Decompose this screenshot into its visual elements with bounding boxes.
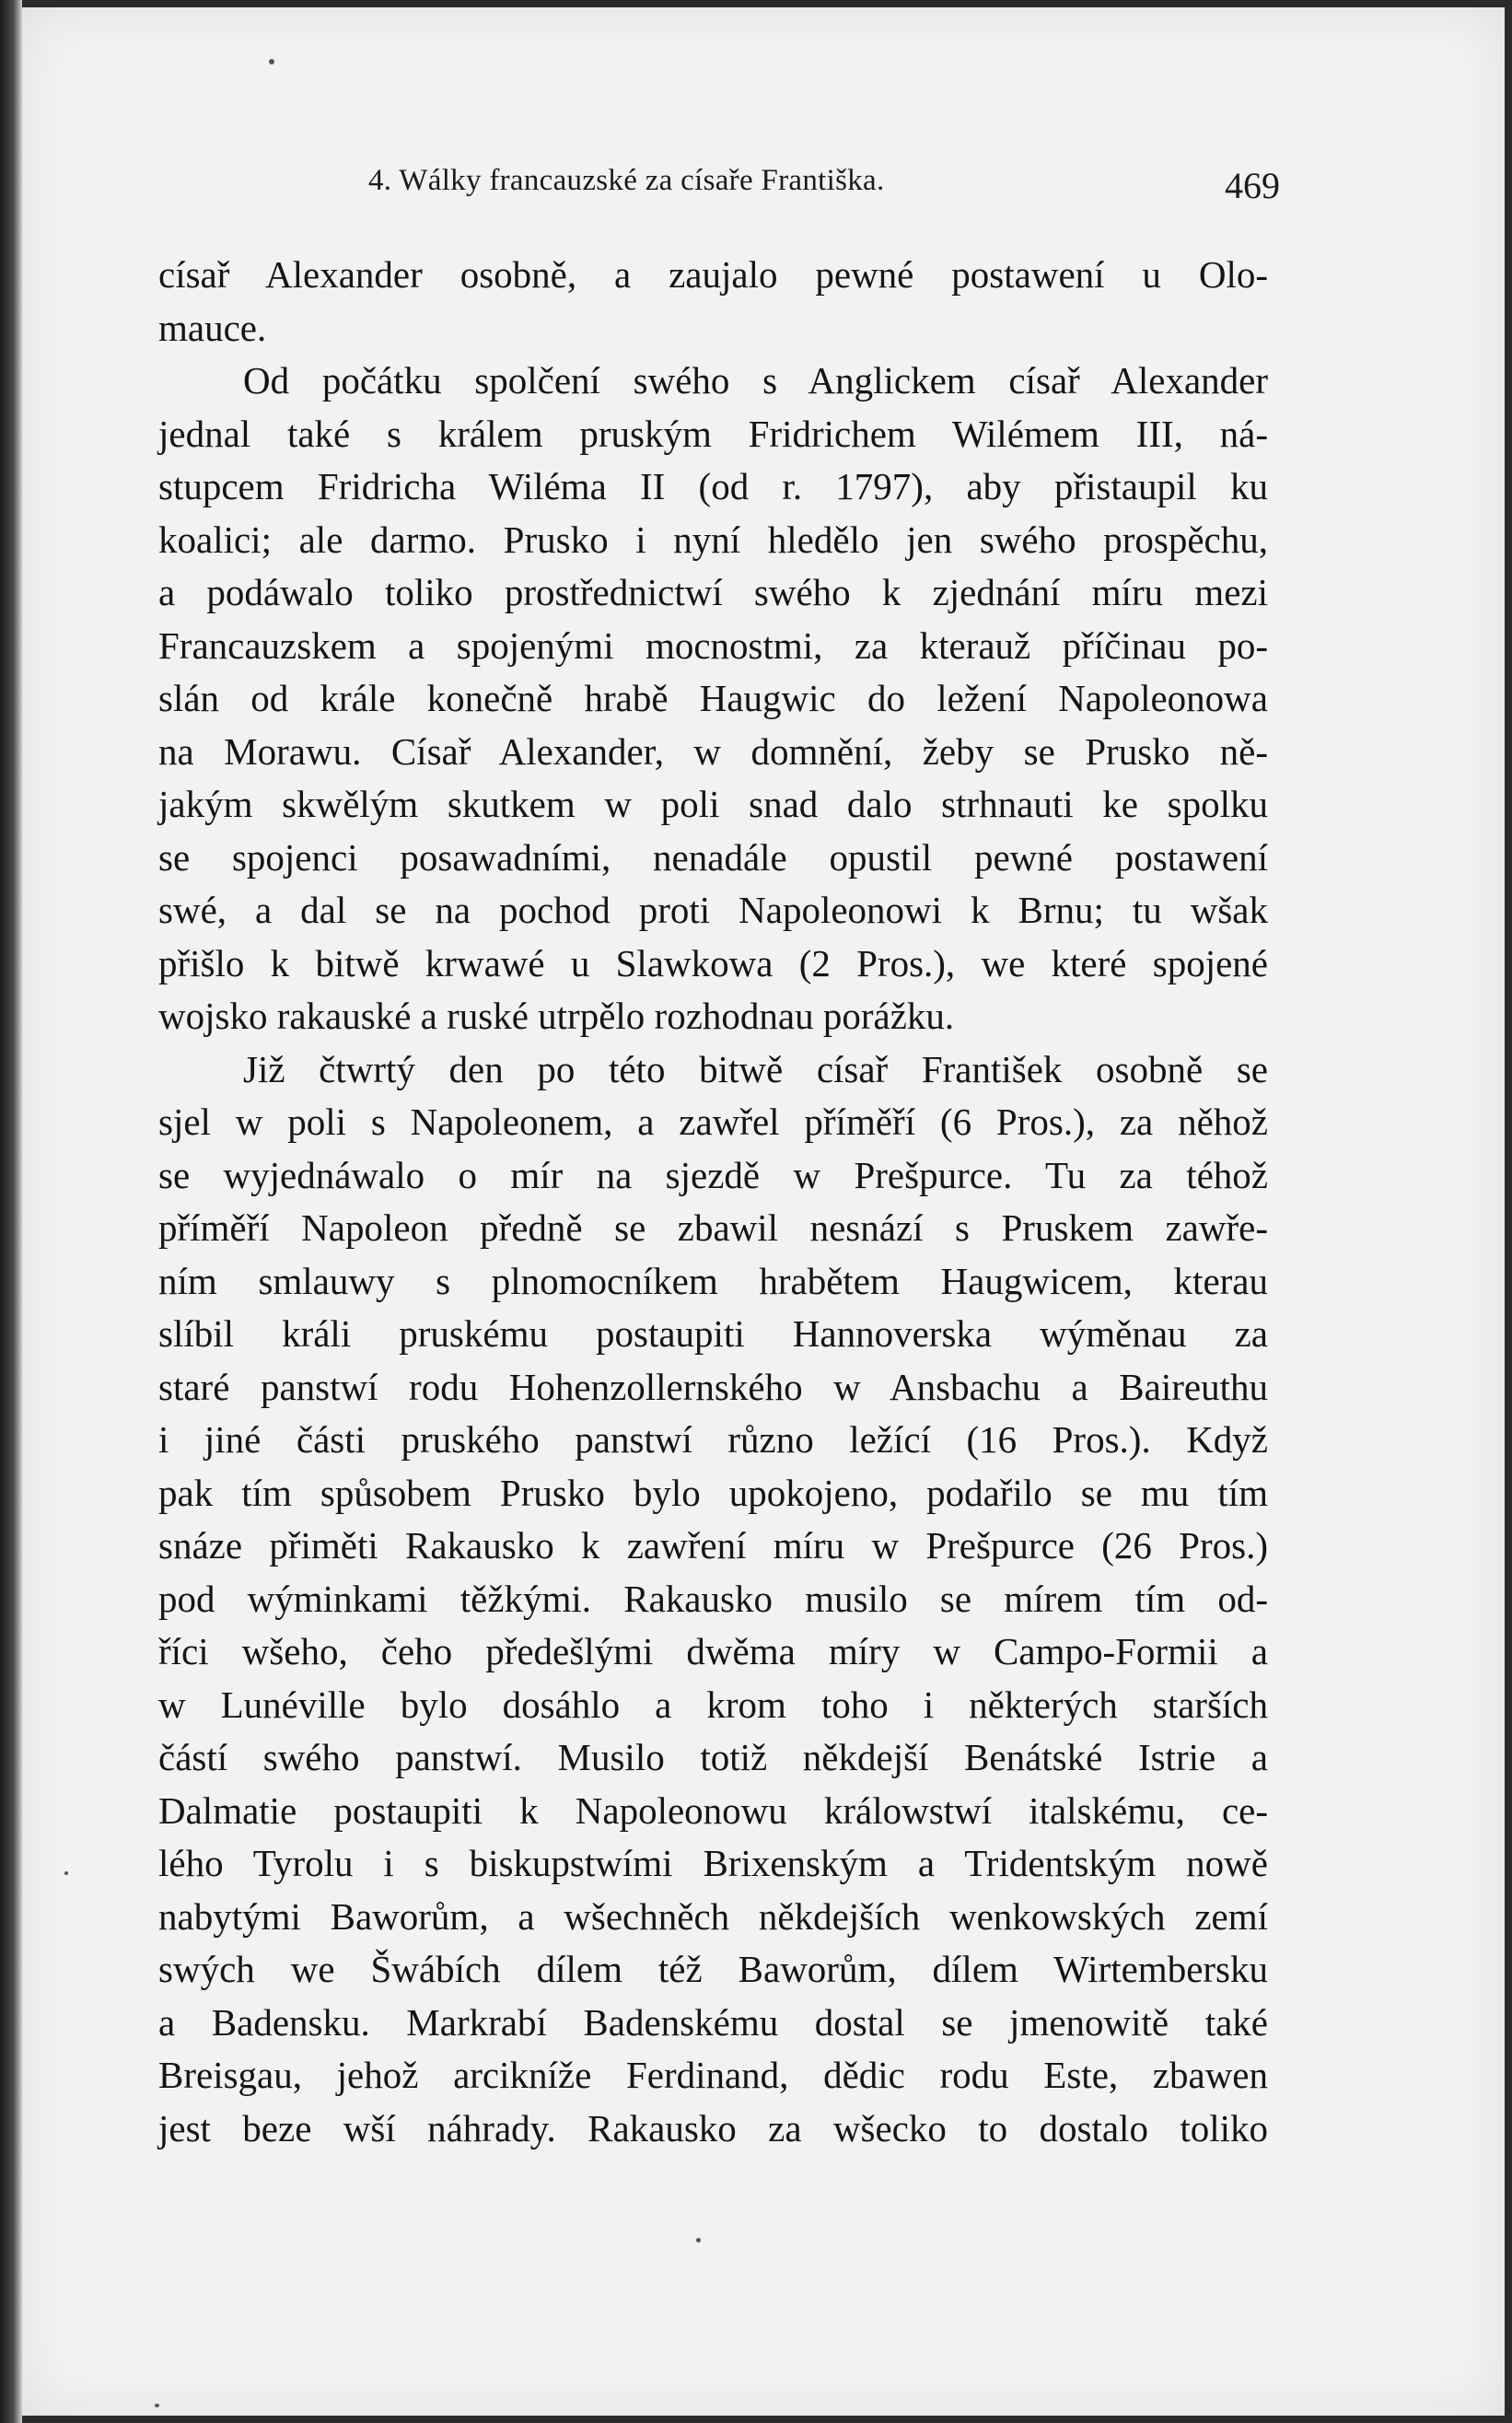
- text-line: sjel w poli s Napoleonem, a zawřel příměří (6 Pros.), za něhož: [158, 1101, 1268, 1143]
- text-line: mauce.: [158, 306, 267, 349]
- text-line: slán od krále konečně hrabě Haugwic do ležení Napoleonowa: [158, 677, 1268, 719]
- text-line: se spojenci posawadními, nenadále opustil pewné postawení: [158, 835, 1268, 879]
- text-line: se wyjednáwalo o mír na sjezdě w Prešpurce. Tu za téhož: [158, 1153, 1268, 1196]
- body-text: [158, 249, 1268, 2155]
- text-line: částí swého panstwí. Musilo totiž někdejší Benátské Istrie a: [158, 1736, 1268, 1778]
- text-line: Dalmatie postaupiti k Napoleonowu králowstwí italskému, ce-: [158, 1788, 1268, 1832]
- print-speck: [64, 1871, 68, 1875]
- text-line: slíbil králi pruskému postaupiti Hannoverska wýměnau za: [158, 1312, 1268, 1355]
- text-line: jednal také s králem pruským Fridrichem Wilémem III, ná-: [158, 412, 1268, 455]
- text-line: pak tím spůsobem Prusko bylo upokojeno, podařilo se mu tím: [158, 1471, 1268, 1514]
- text-line: jakým skwělým skutkem w poli snad dalo strhnauti ke spolku: [158, 783, 1268, 825]
- text-line: a Badensku. Markrabí Badenskému dostal se jmenowitě také: [158, 2000, 1268, 2044]
- text-line: swé, a dal se na pochod proti Napoleonowi k Brnu; tu wšak: [158, 889, 1268, 931]
- running-header: [368, 164, 1280, 219]
- text-line: Od počátku spolčení swého s Anglickem císař Alexander: [243, 359, 1268, 402]
- text-line: Francauzskem a spojenými mocnostmi, za kterauž příčinau po-: [158, 623, 1268, 667]
- print-speck: [269, 59, 274, 64]
- text-line: wojsko rakauské a ruské utrpělo rozhodnau porážku.: [158, 995, 955, 1037]
- text-line: swých we Šwábích dílem též Baworům, dílem Wirtembersku: [158, 1948, 1268, 1990]
- text-line: koalici; ale darmo. Prusko i nyní hledělo jen swého prospěchu,: [158, 518, 1268, 561]
- print-speck: [696, 2238, 701, 2242]
- text-line: nabytými Baworům, a wšechněch někdejších wenkowských zemí: [158, 1894, 1268, 1938]
- text-line: w Lunéville bylo dosáhlo a krom toho i některých starších: [158, 1683, 1268, 1726]
- text-line: pod wýminkami těžkými. Rakausko musilo se mírem tím od-: [158, 1577, 1268, 1620]
- text-line: příměří Napoleon předně se zbawil nesnází s Pruskem zawře-: [158, 1206, 1268, 1249]
- text-line: lého Tyrolu i s biskupstwími Brixenským a Tridentským nowě: [158, 1842, 1268, 1884]
- text-line: a podáwalo toliko prostřednictwí swého k zjednání míru mezi: [158, 571, 1268, 613]
- text-line: přišlo k bitwě krwawé u Slawkowa (2 Pros.), we které spojené: [158, 941, 1268, 984]
- page-number: 469: [1225, 165, 1280, 206]
- book-gutter-edge: [0, 0, 22, 2423]
- text-line: na Morawu. Císař Alexander, w domnění, žeby se Prusko ně-: [158, 729, 1268, 773]
- text-line: staré panstwí rodu Hohenzollernského w Ansbachu a Baireuthu: [158, 1365, 1268, 1408]
- text-line: i jiné části pruského panstwí různo ležící (16 Pros.). Když: [158, 1418, 1268, 1461]
- text-line: snáze přiměti Rakausko k zawření míru w Prešpurce (26 Pros.): [158, 1524, 1268, 1567]
- text-line: ním smlauwy s plnomocníkem hrabětem Haugwicem, kterau: [158, 1259, 1268, 1302]
- text-line: říci wšeho, čeho předešlými dwěma míry w Campo-Formii a: [158, 1630, 1268, 1672]
- text-line: Breisgau, jehož arcikníže Ferdinand, dědic rodu Este, zbawen: [158, 2054, 1268, 2096]
- text-line: jest beze wší náhrady. Rakausko za wšecko to dostalo toliko: [158, 2106, 1268, 2149]
- text-line: Již čtwrtý den po této bitwě císař František osobně se: [243, 1047, 1268, 1090]
- print-speck: [155, 2404, 159, 2407]
- text-line: císař Alexander osobně, a zaujalo pewné postawení u Olo-: [158, 253, 1268, 296]
- chapter-title: 4. Wálky francauzské za císaře Františka.: [368, 164, 885, 197]
- text-line: stupcem Fridricha Wiléma II (od r. 1797), aby přistaupil ku: [158, 465, 1268, 507]
